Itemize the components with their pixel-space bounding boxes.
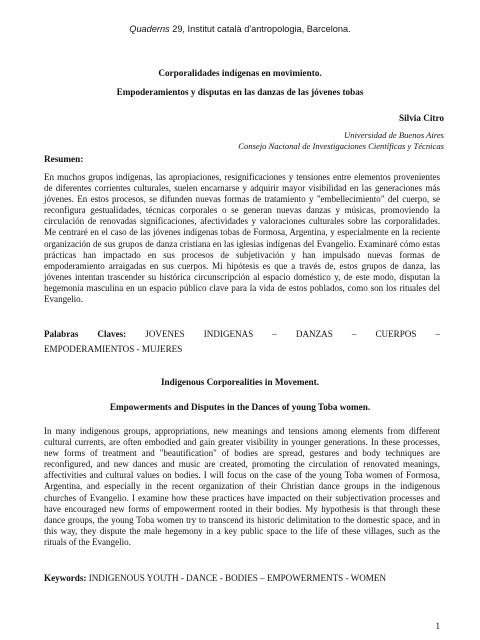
spanish-keywords-values-1: JOVENES INDIGENAS – DANZAS – CUERPOS – xyxy=(145,329,441,339)
affiliation-1: Universidad de Buenos Aires xyxy=(343,130,444,140)
english-title-line-1: Indigenous Corporealities in Movement. xyxy=(160,377,320,387)
journal-details: 29, Institut català d'antropologia, Barcelona. xyxy=(169,24,351,34)
spanish-title-line-1: Corporalidades indígenas en movimiento. xyxy=(158,68,322,78)
spanish-keywords-line-1 xyxy=(44,326,440,342)
journal-name: Quaderns xyxy=(129,24,170,34)
english-keywords-values: INDIGENOUS YOUTH - DANCE - BODIES – EMPOWERMENTS - WOMEN xyxy=(86,573,387,583)
english-keywords xyxy=(44,573,386,583)
spanish-title-line-2: Empoderamientos y disputas en las danzas de las jóvenes tobas xyxy=(116,87,364,97)
running-header xyxy=(0,24,480,34)
page-number: 1 xyxy=(435,621,440,631)
english-title-line-2: Empowerments and Disputes in the Dances of young Toba women. xyxy=(109,402,371,412)
spanish-keywords-label: Palabras Claves: xyxy=(44,329,127,339)
spanish-keywords-values-2: EMPODERAMIENTOS - MUJERES xyxy=(44,344,183,354)
english-abstract-paragraph: In many indigenous groups, appropriations, new meanings and tensions among elements from different cultural currents, are often embodied and gain greater visibility in younger generations. In these processes, new forms of treatment and "beautification" of bodies are spread, gestures and body techniques are reconfigured, and new dances and music are created, promoting the circulation of renovated meanings, affectivities and cultural values on bodies. I will focus on the case of the young Toba women of Formosa, Argentina, and especially in the recent organization of their Christian dance groups in the indigenous churches of Evangelio. I examine how these practices have impacted on their subjectivation processes and have encouraged new forms of empowerment rooted in their bodies. My hypothesis is that through these dance groups, the young Toba women try to transcend its historic delimitation to the domestic space, and in this way, they dispute the male hegemony in a key public space to the life of these villages, such as the rituals of the Evangelio. xyxy=(44,426,440,547)
english-keywords-label: Keywords: xyxy=(44,573,87,583)
author-name: Silvia Citro xyxy=(398,113,444,123)
resumen-heading: Resumen: xyxy=(44,154,84,164)
affiliation-2: Consejo Nacional de Investigaciones Científicas y Técnicas xyxy=(238,141,444,151)
resumen-paragraph: En muchos grupos indígenas, las apropiaciones, resignificaciones y tensiones entre elementos provenientes de diferentes corrientes culturales, suelen encarnarse y adquirir mayor visibilidad en las generaciones más jóvenes. En estos procesos, se difunden nuevas formas de tratamiento y "embellecimiento" del cuerpo, se reconfigura gestualidades, técnicas corporales o se generan nuevas danzas y músicas, promoviendo la circulación de renovadas significaciones, afectividades y valoraciones culturales sobre las corporalidades. Me centraré en el caso de las jóvenes indígenas tobas de Formosa, Argentina, y especialmente en la reciente organización de sus grupos de danza cristiana en las iglesias indígenas del Evangelio. Examinaré cómo estas prácticas han impactado en sus procesos de subjetivación y han impulsado nuevas formas de empoderamiento arraigadas en sus cuerpos. Mi hipótesis es que a través de, estos grupos de danza, las jóvenes intentan trascender su histórica circunscripción al espacio doméstico y, de este modo, disputan la hegemonía masculina en un espacio público clave para la vida de estos poblados, como son los rituales del Evangelio. xyxy=(44,172,440,305)
